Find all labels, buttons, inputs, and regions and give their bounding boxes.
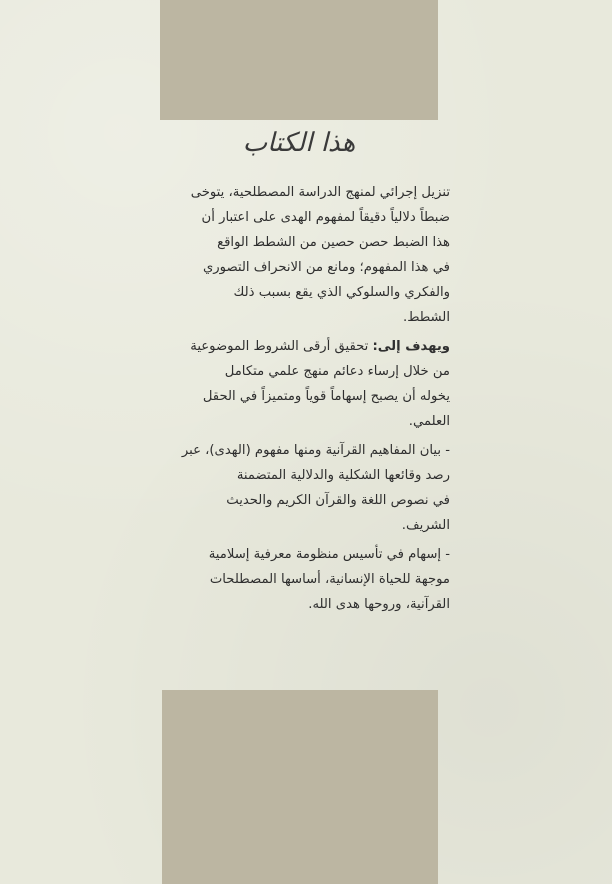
paragraph-line-text: تحقيق أرقى الشروط الموضوعية	[190, 339, 373, 354]
paragraph-line: من خلال إرساء دعائم منهج علمي متكامل	[224, 364, 450, 379]
paragraph-line: ضبطاً دلالياً دقيقاً لمفهوم الهدى على اعتبار أن	[201, 210, 450, 225]
paragraph-line: في نصوص اللغة والقرآن الكريم والحديث	[226, 493, 450, 508]
paragraph-3	[150, 438, 450, 538]
paragraph-line: - بيان المفاهيم القرآنية ومنها مفهوم (الهدى)، عبر	[181, 443, 450, 458]
paragraph-line: رصد وقائعها الشكلية والدلالية المتضمنة	[236, 468, 450, 483]
paragraph-line: موجهة للحياة الإنسانية، أساسها المصطلحات	[209, 572, 450, 587]
top-color-panel	[160, 0, 438, 120]
bottom-color-panel	[162, 690, 438, 884]
paragraph-line: هذا الضبط حصن حصين من الشطط الواقع	[217, 235, 450, 250]
paragraph-line: الشطط.	[403, 310, 450, 325]
paragraph-line: الشريف.	[401, 518, 450, 533]
paragraph-line: القرآنية، وروحها هدى الله.	[308, 597, 450, 612]
body-text	[150, 180, 450, 617]
paragraph-4	[150, 542, 450, 617]
page-title: هذا الكتاب	[242, 128, 356, 158]
paragraph-line: والفكري والسلوكي الذي يقع بسبب ذلك	[233, 285, 450, 300]
paragraph-2	[150, 334, 450, 434]
paragraph-line: - إسهام في تأسيس منظومة معرفية إسلامية	[208, 547, 450, 562]
paragraph-line	[150, 334, 450, 359]
paragraph-line: يخوله أن يصبح إسهاماً قوياً ومتميزاً في الحقل	[202, 389, 450, 404]
paragraph-1	[150, 180, 450, 330]
paragraph-line: تنزيل إجرائي لمنهج الدراسة المصطلحية، يتوخى	[190, 185, 450, 200]
paragraph-line: في هذا المفهوم؛ ومانع من الانحراف التصوري	[202, 260, 450, 275]
paragraph-line: العلمي.	[408, 414, 450, 429]
lead-text: ويهدف إلى:	[372, 339, 450, 354]
